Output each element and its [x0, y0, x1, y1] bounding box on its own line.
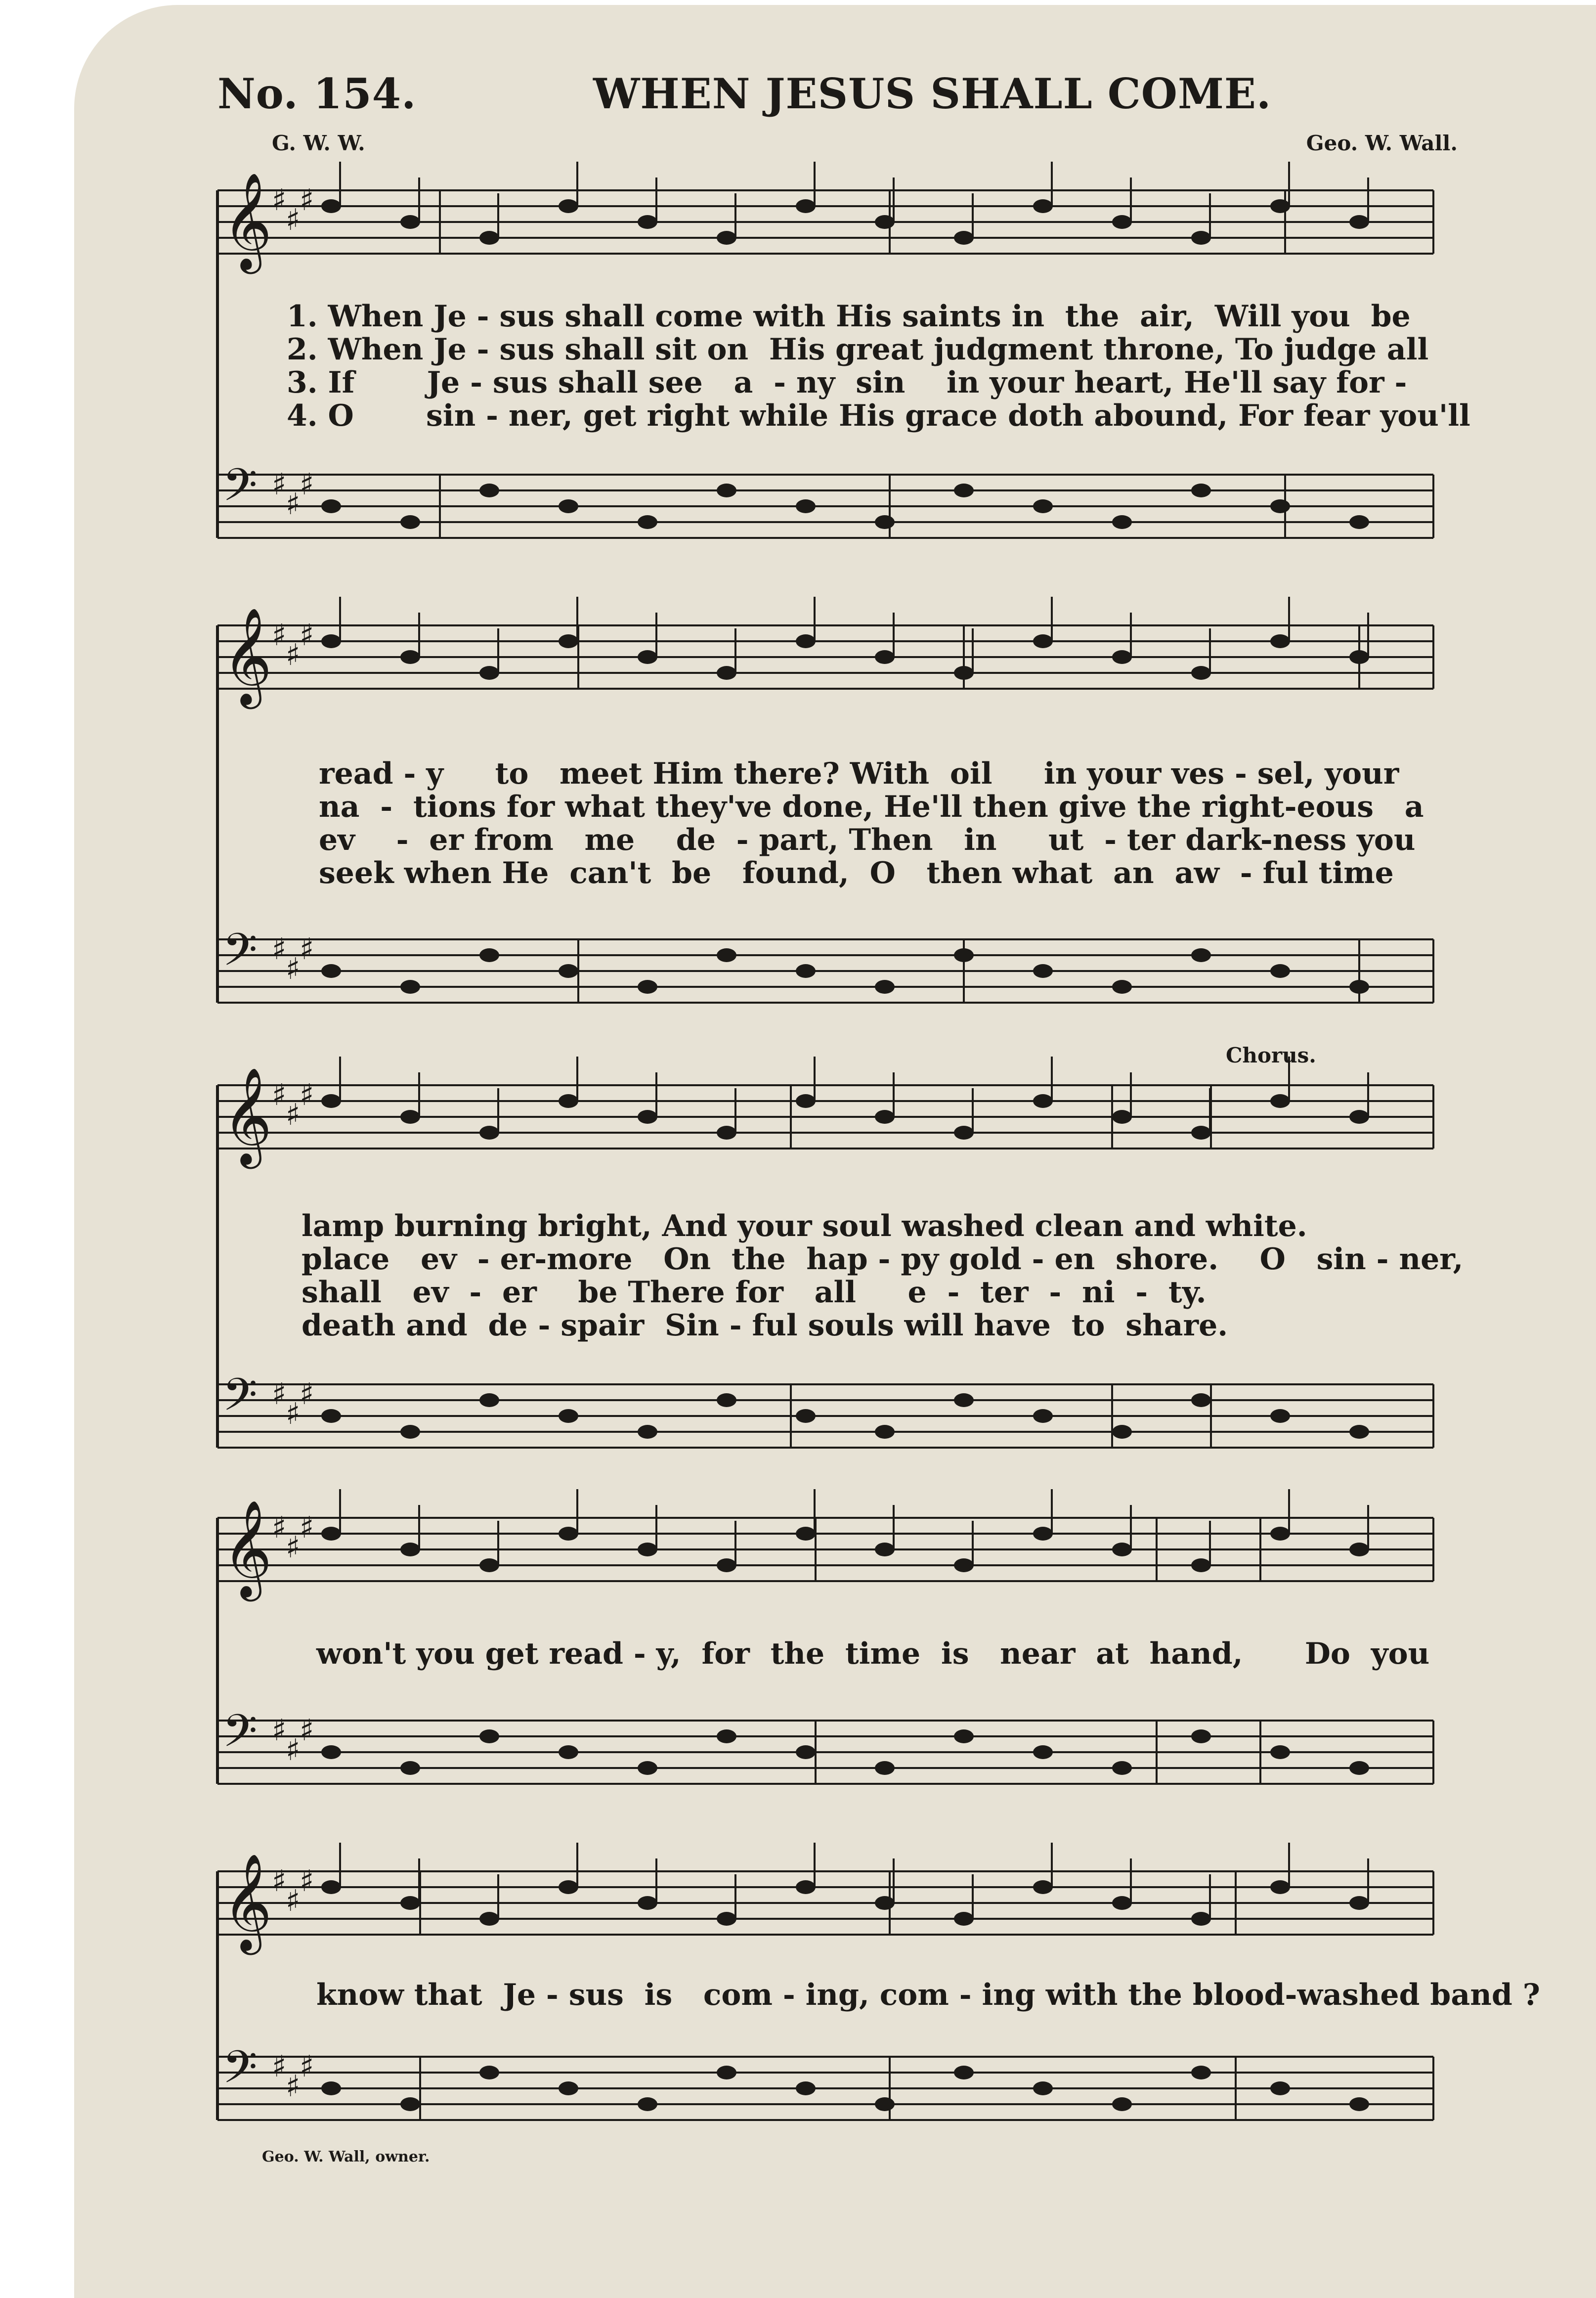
bass-note-head: [321, 2081, 341, 2095]
bass-note-head: [1191, 1393, 1211, 1407]
note-head: [796, 199, 816, 213]
bass-note-head: [638, 515, 657, 529]
note-head: [1033, 634, 1053, 648]
note-head: [1033, 1094, 1053, 1108]
treble-clef-icon: 𝄞: [222, 1853, 272, 1951]
bass-note-head: [1270, 2081, 1290, 2095]
sharp-icon: ♯: [272, 2049, 287, 2084]
bass-note-head: [1270, 499, 1290, 513]
note-head: [479, 666, 499, 680]
bass-note-head: [400, 980, 420, 994]
bass-note-head: [717, 484, 736, 497]
bass-note-head: [796, 1745, 816, 1759]
bass-note-head: [479, 948, 499, 962]
note-head: [1191, 231, 1211, 245]
bass-note-head: [717, 2066, 736, 2079]
chorus-label: Chorus.: [1226, 1043, 1316, 1067]
bass-note-head: [559, 2081, 578, 2095]
bass-note-head: [796, 964, 816, 978]
bass-note-head: [400, 515, 420, 529]
sharp-icon: ♯: [300, 618, 314, 653]
sharp-icon: ♯: [300, 183, 314, 218]
bass-note-head: [1033, 1745, 1053, 1759]
note-head: [1270, 1094, 1290, 1108]
note-head: [479, 1558, 499, 1572]
bass-note-head: [796, 499, 816, 513]
bass-note-head: [1033, 964, 1053, 978]
note-head: [954, 1912, 974, 1926]
treble-clef-icon: 𝄞: [222, 1067, 272, 1165]
sharp-icon: ♯: [300, 2049, 314, 2084]
bass-note-head: [717, 1393, 736, 1407]
bass-clef-icon: 𝄢: [222, 2041, 258, 2104]
bass-note-head: [321, 1409, 341, 1423]
note-head: [479, 231, 499, 245]
bass-note-head: [1349, 1761, 1369, 1775]
note-head: [1349, 650, 1369, 664]
bass-note-head: [479, 2066, 499, 2079]
verse-2-line-3: place ev - er-more On the hap - py gold - en shore. O sin - ner,: [302, 1242, 1464, 1277]
sharp-icon: ♯: [300, 932, 314, 967]
note-head: [400, 650, 420, 664]
bass-note-head: [954, 1393, 974, 1407]
sharp-icon: ♯: [286, 2069, 301, 2104]
bass-note-head: [1270, 1745, 1290, 1759]
note-head: [1191, 666, 1211, 680]
bass-note-head: [1191, 948, 1211, 962]
bass-note-head: [1033, 499, 1053, 513]
sharp-icon: ♯: [286, 638, 301, 672]
note-head: [638, 650, 657, 664]
note-head: [1112, 1543, 1132, 1556]
bass-note-head: [1349, 980, 1369, 994]
note-head: [954, 231, 974, 245]
bass-note-head: [954, 1729, 974, 1743]
verse-4-line-3: death and de - spair Sin - ful souls will have to share.: [302, 1308, 1228, 1343]
sharp-icon: ♯: [300, 1510, 314, 1545]
note-head: [717, 1558, 736, 1572]
bass-note-head: [954, 484, 974, 497]
note-head: [1033, 1880, 1053, 1894]
note-head: [796, 1094, 816, 1108]
note-head: [1112, 650, 1132, 664]
bass-note-head: [875, 980, 895, 994]
note-head: [1033, 1527, 1053, 1541]
bass-note-head: [321, 1745, 341, 1759]
bass-note-head: [954, 2066, 974, 2079]
verse-1-line-1: 1. When Je - sus shall come with His saints in the air, Will you be: [287, 299, 1411, 334]
bass-note-head: [717, 948, 736, 962]
note-head: [1191, 1126, 1211, 1140]
sharp-icon: ♯: [272, 467, 287, 502]
bass-note-head: [1112, 980, 1132, 994]
bass-note-head: [1112, 1761, 1132, 1775]
chorus-line-2: know that Je - sus is com - ing, com - ing with the blood-washed band ?: [316, 1978, 1540, 2012]
sharp-icon: ♯: [272, 1510, 287, 1545]
bass-clef-icon: 𝄢: [222, 1369, 258, 1432]
bass-note-head: [638, 1425, 657, 1439]
bass-note-head: [400, 1425, 420, 1439]
note-head: [1112, 1896, 1132, 1910]
hymn-number: No. 154.: [217, 69, 417, 118]
system-3: [217, 1057, 1433, 1448]
bass-note-head: [1191, 484, 1211, 497]
sharp-icon: ♯: [272, 1864, 287, 1899]
sharp-icon: ♯: [272, 618, 287, 653]
bass-note-head: [638, 1761, 657, 1775]
note-head: [638, 1896, 657, 1910]
note-head: [875, 650, 895, 664]
note-head: [717, 1912, 736, 1926]
verse-3-line-1: 3. If Je - sus shall see a - ny sin in your heart, He'll say for -: [287, 365, 1407, 400]
note-head: [1191, 1558, 1211, 1572]
bass-note-head: [1033, 1409, 1053, 1423]
note-head: [321, 1094, 341, 1108]
note-head: [321, 1880, 341, 1894]
bass-note-head: [559, 1409, 578, 1423]
bass-note-head: [1191, 2066, 1211, 2079]
verse-2-line-1: 2. When Je - sus shall sit on His great judgment throne, To judge all: [287, 332, 1429, 367]
sharp-icon: ♯: [300, 1713, 314, 1748]
note-head: [1270, 1880, 1290, 1894]
hymn-page: [74, 5, 1596, 2298]
bass-note-head: [321, 964, 341, 978]
verse-3-line-2: ev - er from me de - part, Then in ut - ter dark-ness you: [319, 823, 1416, 857]
note-head: [559, 199, 578, 213]
note-head: [638, 215, 657, 229]
bass-clef-icon: 𝄢: [222, 459, 258, 522]
chorus-line-1: won't you get read - y, for the time is near at hand, Do you: [316, 1636, 1430, 1671]
system-1: [217, 162, 1433, 538]
note-head: [559, 1094, 578, 1108]
note-head: [1112, 1110, 1132, 1124]
bass-note-head: [796, 1409, 816, 1423]
note-head: [875, 1896, 895, 1910]
sharp-icon: ♯: [300, 1377, 314, 1412]
sharp-icon: ♯: [272, 1377, 287, 1412]
note-head: [875, 215, 895, 229]
note-head: [1270, 199, 1290, 213]
bass-note-head: [1270, 964, 1290, 978]
verse-1-line-2: read - y to meet Him there? With oil in your ves - sel, your: [319, 756, 1399, 791]
note-head: [954, 666, 974, 680]
treble-clef-icon: 𝄞: [222, 607, 272, 705]
composer-credit: Geo. W. Wall.: [1306, 131, 1458, 155]
note-head: [717, 231, 736, 245]
note-head: [559, 634, 578, 648]
note-head: [638, 1543, 657, 1556]
bass-note-head: [1270, 1409, 1290, 1423]
verse-2-line-2: na - tions for what they've done, He'll then give the right-eous a: [319, 790, 1424, 824]
sharp-icon: ♯: [300, 1864, 314, 1899]
note-head: [1349, 1110, 1369, 1124]
bass-clef-icon: 𝄢: [222, 1705, 258, 1768]
sharp-icon: ♯: [286, 1884, 301, 1918]
bass-note-head: [559, 1745, 578, 1759]
note-head: [1191, 1912, 1211, 1926]
bass-note-head: [1112, 515, 1132, 529]
note-head: [559, 1527, 578, 1541]
musical-score: [74, 5, 1596, 2298]
note-head: [1349, 1896, 1369, 1910]
bass-note-head: [954, 948, 974, 962]
note-head: [1349, 215, 1369, 229]
bass-note-head: [796, 2081, 816, 2095]
treble-clef-icon: 𝄞: [222, 1500, 272, 1597]
note-head: [479, 1126, 499, 1140]
note-head: [875, 1543, 895, 1556]
bass-note-head: [1112, 2097, 1132, 2111]
bass-note-head: [638, 980, 657, 994]
hymn-title: WHEN JESUS SHALL COME.: [593, 69, 1272, 118]
bass-note-head: [875, 1425, 895, 1439]
note-head: [321, 199, 341, 213]
note-head: [1112, 215, 1132, 229]
bass-note-head: [875, 1761, 895, 1775]
sharp-icon: ♯: [272, 932, 287, 967]
bass-note-head: [638, 2097, 657, 2111]
note-head: [1033, 199, 1053, 213]
verse-4-line-2: seek when He can't be found, O then what an aw - ful time: [319, 856, 1394, 890]
note-head: [717, 666, 736, 680]
sharp-icon: ♯: [300, 1078, 314, 1112]
bass-note-head: [717, 1729, 736, 1743]
bass-note-head: [400, 1761, 420, 1775]
note-head: [479, 1912, 499, 1926]
bass-clef-icon: 𝄢: [222, 924, 258, 987]
sharp-icon: ♯: [272, 1078, 287, 1112]
bass-note-head: [559, 964, 578, 978]
system-5: [217, 1843, 1433, 2120]
treble-clef-icon: 𝄞: [222, 172, 272, 270]
note-head: [400, 215, 420, 229]
verse-1-line-3: lamp burning bright, And your soul washed clean and white.: [302, 1209, 1307, 1243]
system-2: [217, 597, 1433, 1003]
note-head: [400, 1896, 420, 1910]
sharp-icon: ♯: [286, 952, 301, 986]
sharp-icon: ♯: [286, 1098, 301, 1132]
note-head: [321, 634, 341, 648]
bass-note-head: [1349, 2097, 1369, 2111]
bass-note-head: [479, 1393, 499, 1407]
note-head: [1270, 634, 1290, 648]
note-head: [400, 1110, 420, 1124]
note-head: [796, 1527, 816, 1541]
note-head: [559, 1880, 578, 1894]
note-head: [400, 1543, 420, 1556]
bass-note-head: [1112, 1425, 1132, 1439]
sharp-icon: ♯: [300, 467, 314, 502]
verse-4-line-1: 4. O sin - ner, get right while His grace doth abound, For fear you'll: [287, 398, 1470, 433]
bass-note-head: [875, 2097, 895, 2111]
bass-note-head: [321, 499, 341, 513]
verse-3-line-3: shall ev - er be There for all e - ter - ni - ty.: [302, 1275, 1207, 1310]
sharp-icon: ♯: [286, 1397, 301, 1431]
note-head: [954, 1558, 974, 1572]
sharp-icon: ♯: [286, 487, 301, 522]
bass-note-head: [1033, 2081, 1053, 2095]
bass-note-head: [479, 484, 499, 497]
bass-note-head: [1191, 1729, 1211, 1743]
bass-note-head: [1349, 515, 1369, 529]
note-head: [796, 1880, 816, 1894]
system-4: [217, 1489, 1433, 1784]
copyright-owner: Geo. W. Wall, owner.: [262, 2148, 430, 2165]
bass-note-head: [559, 499, 578, 513]
sharp-icon: ♯: [286, 203, 301, 237]
note-head: [321, 1527, 341, 1541]
sharp-icon: ♯: [272, 183, 287, 218]
sharp-icon: ♯: [286, 1733, 301, 1768]
note-head: [875, 1110, 895, 1124]
note-head: [638, 1110, 657, 1124]
bass-note-head: [875, 515, 895, 529]
note-head: [954, 1126, 974, 1140]
bass-note-head: [1349, 1425, 1369, 1439]
note-head: [1270, 1527, 1290, 1541]
note-head: [717, 1126, 736, 1140]
bass-note-head: [479, 1729, 499, 1743]
note-head: [796, 634, 816, 648]
sharp-icon: ♯: [272, 1713, 287, 1748]
sharp-icon: ♯: [286, 1530, 301, 1565]
bass-note-head: [400, 2097, 420, 2111]
note-head: [1349, 1543, 1369, 1556]
lyricist-initials: G. W. W.: [272, 131, 365, 155]
